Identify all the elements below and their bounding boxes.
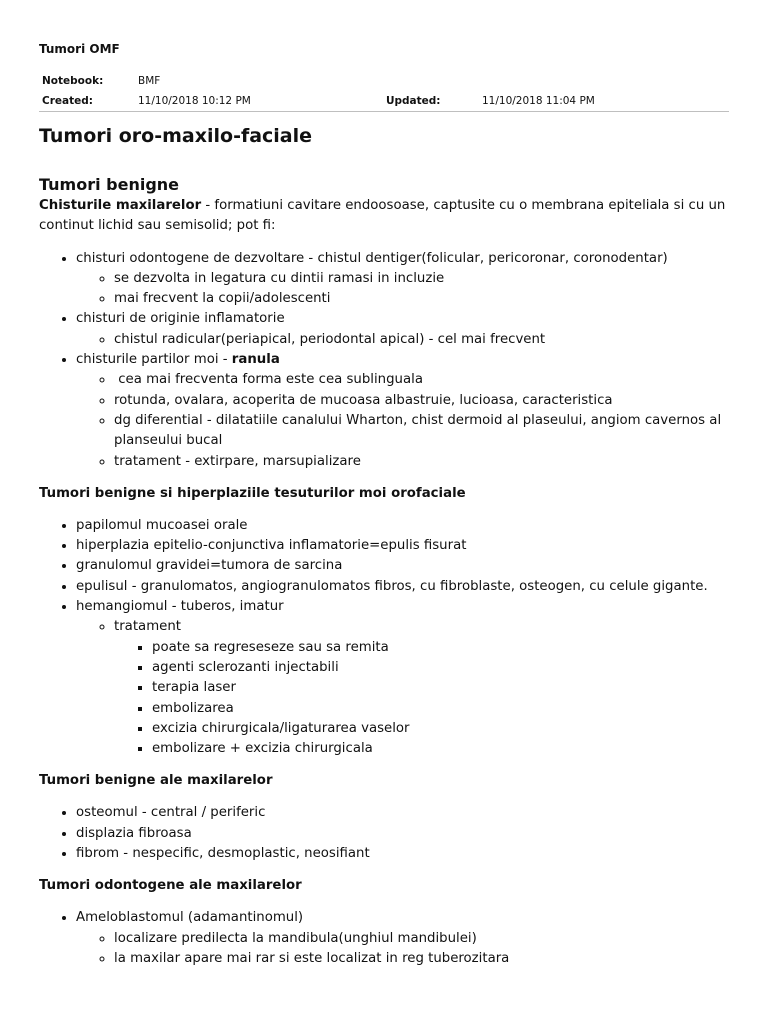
list-item: ◦ rotunda, ovalara, acoperita de mucoasa albastruie, lucioasa, caracteristica	[114, 391, 729, 411]
list-item: ▪ poate sa regreseseze sau sa remita	[152, 638, 729, 658]
sub-list	[76, 330, 729, 350]
list-item-text: chisturile partilor moi -	[76, 352, 232, 368]
document-heading: Tumori oro-maxilo-faciale	[39, 125, 313, 147]
list-item	[76, 249, 729, 310]
sub-list	[76, 370, 729, 471]
list-item: • hiperplazia epitelio-conjunctiva inflamatorie=epulis fisurat	[76, 536, 729, 556]
list-item: ◦ dg diferential - dilatatiile canalului Wharton, chist dermoid al plaseului, angiom cavernos al planseului bucal	[114, 411, 729, 452]
list-item	[114, 617, 729, 759]
list-item	[76, 908, 729, 969]
meta-row-dates	[39, 92, 729, 112]
list-item: ◦ cea mai frecventa forma este cea sublinguala	[114, 370, 729, 390]
note-metadata	[39, 72, 729, 112]
list-item: • fibrom - nespecific, desmoplastic, neosifiant	[76, 844, 729, 864]
created-label: Created:	[42, 95, 93, 107]
list-item: ◦ la maxilar apare mai rar si este localizat in reg tuberozitara	[114, 949, 729, 969]
list-item: ◦ localizare predilecta la mandibula(unghiul mandibulei)	[114, 929, 729, 949]
note-title: Tumori OMF	[39, 42, 120, 56]
note-content	[39, 122, 729, 969]
list-item: • osteomul - central / periferic	[76, 803, 729, 823]
list-item-text: chisturi odontogene de dezvoltare - chistul dentiger(folicular, pericoronar, coronodentar)	[76, 250, 668, 266]
list-item: ◦ mai frecvent la copii/adolescenti	[114, 289, 729, 309]
list-item: ◦ se dezvolta in legatura cu dintii ramasi in incluzie	[114, 269, 729, 289]
list-item-text: hemangiomul - tuberos, imatur	[76, 599, 284, 615]
hiperplazii-list	[39, 516, 729, 760]
updated-label: Updated:	[386, 95, 441, 107]
odontogene-list	[39, 908, 729, 969]
ranula-bold: ranula	[231, 352, 280, 368]
list-item: • displazia fibroasa	[76, 824, 729, 844]
list-item	[76, 350, 729, 472]
section-heading-maxilare: Tumori benigne ale maxilarelor	[39, 773, 273, 789]
list-item: ◦ tratament - extirpare, marsupializare	[114, 452, 729, 472]
intro-text: - formatiuni cavitare endoosoase, captusite cu o membrana epiteliala si cu un continut lichid sau semisolid; pot fi:	[39, 198, 726, 234]
sub-list	[76, 269, 729, 310]
section-heading-benigne: Tumori benigne	[39, 175, 180, 194]
maxilare-list	[39, 803, 729, 864]
sub-list	[76, 929, 729, 970]
list-item-text: Ameloblastomul (adamantinomul)	[76, 910, 304, 926]
list-item: • granulomul gravidei=tumora de sarcina	[76, 556, 729, 576]
list-item: ◦ chistul radicular(periapical, periodontal apical) - cel mai frecvent	[114, 330, 729, 350]
section-heading-odontogene: Tumori odontogene ale maxilarelor	[39, 878, 302, 894]
intro-bold: Chisturile maxilarelor	[39, 198, 202, 213]
list-item: ▪ excizia chirurgicala/ligaturarea vaselor	[152, 719, 729, 739]
created-value: 11/10/2018 10:12 PM	[138, 95, 251, 107]
list-item: ▪ agenti sclerozanti injectabili	[152, 658, 729, 678]
meta-row-notebook	[39, 72, 729, 92]
list-item: ▪ terapia laser	[152, 678, 729, 698]
list-item	[76, 597, 729, 759]
list-item	[76, 309, 729, 350]
notebook-value: BMF	[138, 75, 161, 87]
list-item: ▪ embolizarea	[152, 699, 729, 719]
list-item: • epulisul - granulomatos, angiogranulomatos fibros, cu fibroblaste, osteogen, cu celule gigante.	[76, 577, 729, 597]
list-item-text: tratament	[114, 619, 181, 635]
list-item-text: chisturi de originie inflamatorie	[76, 311, 285, 327]
sub-list	[76, 617, 729, 759]
intro-paragraph	[39, 196, 729, 237]
updated-value: 11/10/2018 11:04 PM	[482, 95, 595, 107]
chisturi-list	[39, 249, 729, 472]
list-item: • papilomul mucoasei orale	[76, 516, 729, 536]
list-item: ▪ embolizare + excizia chirurgicala	[152, 739, 729, 759]
notebook-label: Notebook:	[42, 75, 104, 87]
sub-sub-list	[114, 638, 729, 760]
section-heading-hiperplazii: Tumori benigne si hiperplaziile tesuturilor moi orofaciale	[39, 485, 466, 501]
header-divider	[39, 111, 729, 112]
